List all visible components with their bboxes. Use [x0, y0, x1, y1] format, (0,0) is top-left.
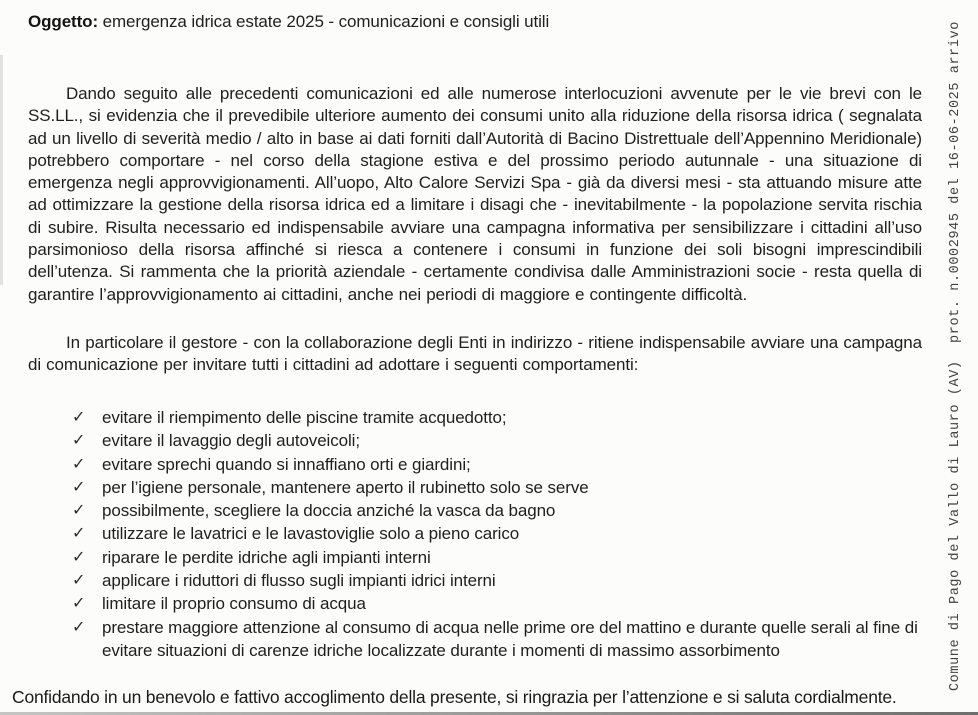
body-paragraph-1: Dando seguito alle precedenti comunicazioni ed alle numerose interlocuzioni avvenute per le vie brevi con le SS.LL., si evidenzia che il prevedibile ulteriore aumento dei consumi unito alla riduzione della risorsa idrica ( segnalata ad un livello di severità medio / alto in base ai dati forniti dall’Autorità di Bacino Distrettuale dell’Appennino Meridionale) potrebbero comportare - nel corso della stagione estiva e del prossimo periodo autunnale - una situazione di emergenza negli approvvigionamenti. All’uopo, Alto Calore Servizi Spa - già da diversi mesi - sta attuando misure atte ad ottimizzare la gestione della risorsa idrica ed a limitare i disagi che - inevitabilmente - la popolazione servita rischia di subire. Risulta necessario ed indispensabile avviare una campagna informativa per sensibilizzare i cittadini all’uso parsimonioso della risorsa affinché si riesca a contenere i consumi in funzione dei soli bisogni imprescindibili dell’utenza. Si rammenta che la priorità aziendale - certamente condivisa dalle Amministrazioni socie - resta quella di garantire l’approvvigionamento ai cittadini, anche nei periodi di maggiore e contingente difficoltà. — [28, 84, 922, 304]
check-icon: ✓ — [72, 409, 86, 426]
protocol-stamp: Comune di Pago del Vallo di Lauro (AV) prot. n.0002945 del 16-06-2025 arrivo — [948, 21, 963, 692]
list-item — [72, 592, 924, 615]
list-item-text: evitare sprechi quando si innaffiano orti e giardini; — [102, 454, 471, 474]
list-item-text: utilizzare le lavatrici e le lavastoviglie solo a pieno carico — [102, 524, 520, 544]
check-icon: ✓ — [72, 455, 86, 473]
list-item — [72, 453, 924, 476]
subject-line — [28, 12, 549, 32]
list-item — [72, 569, 924, 592]
list-item-text: possibilmente, scegliere la doccia anziché la vasca da bagno — [102, 501, 556, 521]
check-icon: ✓ — [72, 595, 86, 613]
check-icon: ✓ — [72, 572, 86, 590]
body-paragraph-2: In particolare il gestore - con la collaborazione degli Enti in indirizzo - ritiene indispensabile avviare una campagna di comunicazione per invitare tutti i cittadini ad adottare i seguenti comportamenti: — [28, 333, 922, 375]
list-item-text: per l’igiene personale, mantenere aperto il rubinetto solo se serve — [102, 477, 589, 497]
list-item-text: evitare il riempimento delle piscine tramite acquedotto; — [102, 408, 507, 427]
list-item — [72, 546, 924, 569]
list-item-text: applicare i riduttori di flusso sugli impianti idrici interni — [102, 571, 496, 591]
list-item — [72, 406, 924, 429]
subject-label: Oggetto: — [28, 12, 99, 31]
check-icon: ✓ — [72, 478, 86, 496]
list-item-text: riparare le perdite idriche agli impianti interni — [102, 547, 431, 567]
scan-artifact-streak — [0, 55, 3, 285]
list-item — [72, 522, 924, 545]
list-item-text: limitare il proprio consumo di acqua — [102, 594, 366, 614]
check-icon: ✓ — [72, 525, 86, 543]
check-icon: ✓ — [72, 502, 86, 520]
list-item — [72, 499, 924, 522]
list-item — [72, 429, 924, 452]
list-item — [72, 616, 924, 663]
list-item — [72, 476, 924, 499]
check-icon: ✓ — [72, 548, 86, 566]
check-icon: ✓ — [72, 618, 86, 636]
list-item-text: prestare maggiore attenzione al consumo di acqua nelle prime ore del mattino e durante quelle serali al fine di evitare situazioni di carenze idriche localizzate durante i momenti di massimo assorbimento — [102, 617, 918, 660]
bullet-list — [72, 406, 924, 662]
list-item-text: evitare il lavaggio degli autoveicoli; — [102, 431, 360, 451]
subject-text: emergenza idrica estate 2025 - comunicazioni e consigli utili — [98, 12, 550, 31]
closing-line: Confidando in un benevolo e fattivo accoglimento della presente, si ringrazia per l’attenzione e si saluta cordialmente. — [12, 687, 897, 707]
check-icon: ✓ — [72, 432, 86, 450]
